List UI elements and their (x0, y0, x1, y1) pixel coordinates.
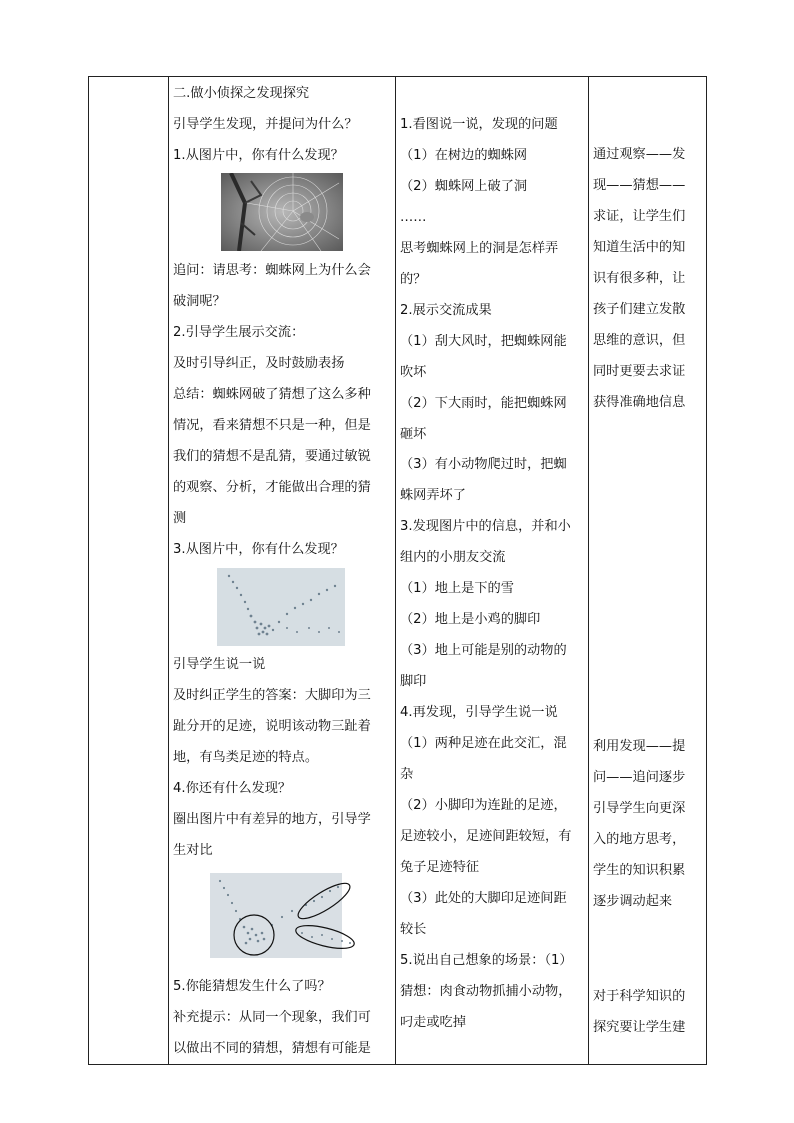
text-line: 的？ (400, 271, 427, 287)
section-title: 二.做小侦探之发现探究 (173, 86, 310, 101)
snow-footprints-circled-image (210, 873, 362, 963)
text-line: 5.说出自己想象的场景：（1） (400, 952, 573, 968)
text-line: 问——追问逐步 (593, 770, 686, 785)
text-line: 入的地方思考， (593, 832, 686, 847)
column-divider (588, 77, 589, 1064)
spiderweb-image (221, 173, 343, 251)
text-line: 逐步调动起来 (593, 894, 673, 909)
text-line: 引导学生说一说 (173, 657, 266, 672)
text-line: 获得准确地信息 (593, 395, 686, 410)
text-line: 的观察、分析，才能做出合理的猜 (173, 480, 371, 495)
text-line: 圈出图片中有差异的地方，引导学 (173, 812, 371, 827)
text-line: 2.引导学生展示交流： (173, 325, 305, 340)
text-line: 3.发现图片中的信息，并和小 (400, 519, 571, 535)
column-divider (168, 77, 169, 1064)
text-line: 脚印 (400, 674, 427, 690)
text-line: （1）在树边的蜘蛛网 (400, 147, 528, 163)
text-line: 生对比 (173, 843, 213, 858)
text-line: （1）刮大风时，把蜘蛛网能 (400, 333, 567, 349)
text-line: 吹坏 (400, 364, 427, 380)
text-line: 利用发现——提 (593, 739, 686, 754)
text-line: 求证，让学生们 (593, 209, 686, 224)
text-line: 情况，看来猜想不只是一种，但是 (173, 418, 371, 433)
text-line: 及时引导纠正，及时鼓励表扬 (173, 356, 345, 371)
text-line: （3）此处的大脚印足迹间距 (400, 890, 567, 906)
text-line: 知道生活中的知 (593, 240, 686, 255)
text-line: 探究要让学生建 (593, 1020, 686, 1035)
text-line: （3）有小动物爬过时，把蜘 (400, 457, 567, 473)
text-line: 以做出不同的猜想，猜想有可能是 (173, 1041, 371, 1056)
text-line: 及时纠正学生的答案：大脚印为三 (173, 688, 371, 703)
left-empty-column (89, 77, 168, 1064)
lesson-table (88, 76, 707, 1065)
text-line: 较长 (400, 921, 427, 937)
text-line: 猜想：肉食动物抓捕小动物， (400, 983, 572, 999)
text-line: 4.你还有什么发现？ (173, 781, 292, 796)
text-line: 通过观察——发 (593, 147, 686, 162)
text-line: （1）两种足迹在此交汇，混 (400, 736, 567, 751)
text-line: 测 (173, 511, 187, 526)
text-line: 识有很多种，让 (593, 271, 686, 286)
text-line: 思考蜘蛛网上的洞是怎样弄 (400, 240, 559, 256)
text-line: 孩子们建立发散 (593, 302, 686, 317)
text-line: 蛛网弄坏了 (400, 488, 466, 504)
text-line: 学生的知识积累 (593, 863, 686, 878)
text-line: 对于科学知识的 (593, 989, 686, 1004)
text-line: 同时更要去求证 (593, 364, 686, 379)
text-line: （2）下大雨时，能把蜘蛛网 (400, 395, 567, 411)
text-line: 2.展示交流成果 (400, 302, 492, 318)
text-line: 杂 (400, 766, 414, 782)
column-divider (395, 77, 396, 1064)
text-line: 思维的意识，但 (593, 333, 686, 348)
text-line: （1）地上是下的雪 (400, 581, 514, 597)
text-line: （2）地上是小鸡的脚印 (400, 612, 541, 628)
text-line: 现——猜想—— (593, 178, 686, 193)
text-line: 足迹较小，足迹间距较短，有 (400, 828, 572, 844)
design-intent-column (593, 77, 706, 1064)
text-line: 4.再发现，引导学生说一说 (400, 705, 558, 721)
text-line: 引导学生发现，并提问为什么？ (173, 117, 358, 132)
text-line: 3.从图片中，你有什么发现？ (173, 542, 344, 557)
text-line: 引导学生向更深 (593, 801, 686, 816)
text-line: …… (400, 209, 427, 225)
text-line: 5.你能猜想发生什么了吗？ (173, 979, 331, 994)
text-line: 我们的猜想不是乱猜，要通过敏锐 (173, 449, 371, 464)
text-line: 破洞呢？ (173, 294, 226, 309)
text-line: 砸坏 (400, 426, 427, 442)
text-line: （2）小脚印为连趾的足迹， (400, 797, 567, 813)
text-line: 趾分开的足迹，说明该动物三趾着 (173, 719, 371, 734)
text-line: 1.从图片中，你有什么发现？ (173, 148, 344, 163)
text-line: 总结：蜘蛛网破了猜想了这么多种 (173, 387, 371, 402)
text-line: （3）地上可能是别的动物的 (400, 643, 567, 659)
text-line: 补充提示：从同一个现象，我们可 (173, 1010, 371, 1025)
text-line: 地，有鸟类足迹的特点。 (173, 750, 319, 765)
student-activity-column (400, 77, 586, 1064)
text-line: 1.看图说一说，发现的问题 (400, 117, 558, 132)
text-line: 兔子足迹特征 (400, 859, 480, 875)
text-line: 组内的小朋友交流 (400, 550, 506, 566)
text-line: 追问：请思考：蜘蛛网上为什么会 (173, 263, 371, 278)
snow-footprints-image (217, 568, 345, 646)
text-line: （2）蜘蛛网上破了洞 (400, 178, 528, 194)
teacher-activity-column (173, 77, 393, 1064)
text-line: 叼走或吃掉 (400, 1014, 466, 1030)
